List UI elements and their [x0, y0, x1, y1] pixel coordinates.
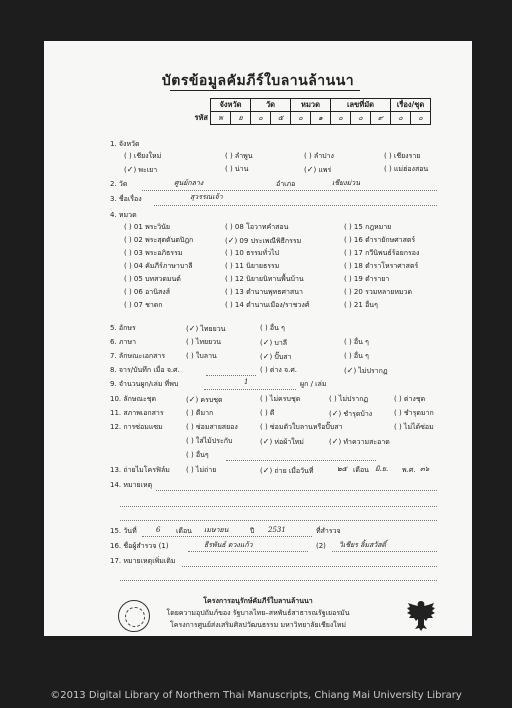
s13-label-group: [110, 466, 170, 475]
s12-label-group: [110, 423, 163, 432]
s7-opt-other: ( ) อื่น ๆ: [344, 352, 369, 360]
s6-opt-pali: (✓) บาลี: [260, 338, 288, 347]
cat-09: (✓) 09 ประเพณีพิธีกรรม: [225, 236, 302, 245]
s6-label-group: [110, 338, 136, 347]
s15-month: เมษายน: [204, 526, 229, 534]
s9-line: [204, 389, 296, 390]
s7-opt-saa: (✓) ปั๊บสา: [260, 352, 292, 361]
s14-line-1: [156, 490, 437, 491]
cat-15: ( ) 15 กฎหมาย: [344, 223, 392, 231]
cat-num: 06: [133, 288, 143, 296]
code-digit: ๐: [251, 112, 271, 125]
province-phayao-label: พะเยา: [138, 166, 158, 174]
cat-16: ( ) 16 ตำรายักษศาสตร์: [344, 236, 416, 244]
code-corner: [192, 99, 211, 112]
s13-month-label: เดือน: [353, 466, 369, 474]
code-header-category: หมวด: [291, 99, 331, 112]
s15-suffix: ที่สำรวจ: [316, 527, 341, 535]
check-mark: ✓: [306, 165, 314, 174]
s13-opt2-label: ถ่าย เมื่อวันที่: [274, 467, 314, 475]
cat-11: ( ) 11 นิยายธรรม: [225, 262, 280, 270]
s13-opt1-label: ไม่ถ่าย: [195, 466, 217, 474]
s11-opt-heavydamage: ( ) ชำรุดมาก: [394, 409, 434, 417]
s2-label: วัด: [118, 180, 128, 188]
check-mark: ✓: [262, 352, 270, 361]
cat-label: บทสวดมนต์: [145, 275, 181, 283]
s16-surveyor-2: วิเชียร ลิ้มสวัสดิ์: [339, 541, 387, 549]
cat-05: ( ) 05 บทสวดมนต์: [124, 275, 181, 283]
s15-year: 2531: [268, 526, 286, 534]
s11-opt-good: ( ) ดี: [260, 409, 275, 417]
s2-temple-value: ศูนย์กลาง: [174, 179, 204, 187]
s15-day: 6: [156, 526, 161, 534]
s4-number: 4.: [110, 211, 117, 219]
cat-label: ตำรายา: [365, 275, 390, 283]
s4-label: หมวด: [118, 211, 137, 219]
s15-month-label: เดือน: [176, 527, 192, 535]
german-eagle-icon: [404, 597, 438, 633]
s5-label-group: [110, 324, 136, 333]
check-mark: ✓: [227, 236, 235, 245]
s10-label-group: [110, 395, 156, 404]
cat-num: 02: [133, 236, 143, 244]
s5-number: 5.: [110, 324, 117, 332]
s11-opt-somedamage: (✓) ชำรุดบ้าง: [329, 409, 373, 418]
s16-line-1: [188, 551, 308, 552]
s12-opt3-label: ไม่ได้ซ่อม: [403, 423, 434, 431]
s7-opt-palmleaf: ( ) ใบลาน: [186, 352, 217, 360]
s12-label: การซ่อมแซม: [123, 423, 163, 431]
s8-opt1-label: ต่าง จ.ศ.: [269, 366, 298, 374]
s6-number: 6.: [110, 338, 117, 346]
cat-label: คัมภีร์ภาษาบาลี: [145, 262, 193, 270]
cat-num: 18: [353, 262, 363, 270]
province-phrae-label: แพร่: [318, 166, 332, 174]
s13-month: มิ.ย.: [375, 465, 389, 473]
s5-opt-thaiyuan: (✓) ไทยยวน: [186, 324, 226, 333]
code-label: รหัส: [194, 113, 208, 122]
cat-num: 05: [133, 275, 143, 283]
s8-opt-unknown: (✓) ไม่ปรากฏ: [344, 366, 388, 375]
s12-opt-string: ( ) ซ่อมสายสยอง: [186, 423, 238, 431]
province-maehongson-label: แม่ฮ่องสอน: [393, 165, 429, 173]
s13-year-label: พ.ศ.: [402, 466, 416, 474]
s2-amphoe-value: เชียงม่วน: [332, 179, 360, 187]
s11-opt2-label: ดี: [269, 409, 275, 417]
check-mark: ✓: [188, 324, 196, 333]
s7-opt3-label: อื่น ๆ: [353, 352, 369, 360]
cat-num: 07: [133, 301, 143, 309]
title-underline: [170, 90, 360, 91]
code-digit: พ: [211, 112, 231, 125]
cat-label: พระวินัย: [145, 223, 171, 231]
s11-opt1-label: ดีมาก: [195, 409, 214, 417]
s12-opt-boards: ( ) ใส่ไม้ประกับ: [186, 437, 233, 445]
s12-opt5-label: ห่อผ้าใหม่: [274, 438, 304, 446]
s6-opt-thaiyuan: ( ) ไทยยวน: [186, 338, 221, 346]
s1-label-group: [110, 140, 140, 149]
footer-line-2: โดยความอุปถัมภ์ของ รัฐบาลไทย–สหพันธ์สาธารณรัฐเยอรมัน: [166, 609, 350, 617]
university-seal-icon: [118, 600, 150, 632]
province-chiangmai-label: เชียงใหม่: [133, 152, 162, 160]
s10-opt-incomplete: ( ) ไม่ครบชุด: [260, 395, 301, 403]
s13-number: 13.: [110, 466, 122, 474]
province-phrae: (✓) แพร่: [304, 165, 332, 174]
s12-opt-clean: (✓) ทำความสะอาด: [329, 437, 390, 446]
footer-line-1: โครงการอนุรักษ์คัมภีร์ใบลานล้านนา: [203, 597, 313, 605]
s5-opt2-label: อื่น ๆ: [269, 324, 285, 332]
cat-03: ( ) 03 พระอภิธรรม: [124, 249, 183, 257]
cat-num: 21: [353, 301, 363, 309]
check-mark: ✓: [331, 437, 339, 446]
s3-number: 3.: [110, 195, 117, 203]
s7-label-group: [110, 352, 165, 361]
cat-label: ตำนานพุทธศาสนา: [246, 288, 303, 296]
s12-other-line: [226, 460, 376, 461]
code-digit: ๕: [271, 112, 291, 125]
cat-num: 19: [353, 275, 363, 283]
s8-opt-diff: ( ) ต่าง จ.ศ.: [260, 366, 298, 374]
s16-label-group: [110, 542, 169, 551]
s12-opt-cloth: (✓) ห่อผ้าใหม่: [260, 437, 304, 446]
cat-num: 13: [234, 288, 244, 296]
s10-opt-different: ( ) ต่างชุด: [394, 395, 426, 403]
s10-opt2-label: ไม่ครบชุด: [269, 395, 301, 403]
s17-line-1: [182, 566, 437, 567]
cat-07: ( ) 07 ชาดก: [124, 301, 163, 309]
s15-number: 15.: [110, 527, 122, 535]
s1-number: 1.: [110, 140, 117, 148]
province-chiangmai: ( ) เชียงใหม่: [124, 152, 162, 160]
cat-21: ( ) 21 อื่นๆ: [344, 301, 378, 309]
cat-label: พระอภิธรรม: [145, 249, 183, 257]
cat-08: ( ) 08 โอวาทคำสอน: [225, 223, 289, 231]
s3-label-group: [110, 195, 142, 204]
s10-opt1-label: ครบชุด: [200, 396, 223, 404]
s14-number: 14.: [110, 481, 122, 489]
cat-num: 08: [234, 223, 244, 231]
s12-number: 12.: [110, 423, 122, 431]
s10-number: 10.: [110, 395, 122, 403]
s11-opt-verygood: ( ) ดีมาก: [186, 409, 214, 417]
s16-surveyor-1: ธีรพันธ์ ดวงแก้ว: [204, 541, 253, 549]
s17-label: หมายเหตุเพิ่มเติม: [123, 557, 176, 565]
s13-opt-yes: (✓) ถ่าย เมื่อวันที่: [260, 466, 314, 475]
cat-label: รวมหลายหมวด: [365, 288, 413, 296]
code-digit: ๐: [291, 112, 311, 125]
code-header-province: จังหวัด: [211, 99, 251, 112]
s8-label: จาร/บันทึก เมื่อ จ.ศ.: [118, 366, 180, 374]
s11-label-group: [110, 409, 164, 418]
check-mark: ✓: [188, 395, 196, 404]
s16-line-2: [332, 551, 437, 552]
s16-number: 16.: [110, 542, 122, 550]
s15-label: วันที่: [123, 527, 137, 535]
province-maehongson: ( ) แม่ฮ่องสอน: [384, 165, 429, 173]
s14-line-2: [120, 506, 437, 507]
code-digit: ๑: [311, 112, 331, 125]
card-title: บัตรข้อมูลคัมภีร์ใบลานล้านนา: [161, 73, 355, 89]
s11-label: สภาพเอกสาร: [123, 409, 164, 417]
cat-18: ( ) 18 ตำราโหราศาสตร์: [344, 262, 419, 270]
code-digit: ๐: [351, 112, 371, 125]
s12-opt2-label: ซ่อมตัวใบลานหรือปั๊บสา: [269, 423, 343, 431]
cat-label: พระสุตตันตปิฎก: [145, 236, 194, 244]
s16-label-2: (2): [316, 542, 326, 550]
cat-label: นิยายนิทานพื้นบ้าน: [246, 275, 304, 283]
cat-num: 04: [133, 262, 143, 270]
check-mark: ✓: [346, 366, 354, 375]
s14-label-group: [110, 481, 152, 490]
s2-number: 2.: [110, 180, 117, 188]
s1-label: จังหวัด: [118, 140, 140, 148]
s17-line-2: [120, 580, 437, 581]
cat-num: 10: [234, 249, 244, 257]
s11-opt3-label: ชำรุดบ้าง: [343, 410, 373, 418]
s9-unit: ผูก / เล่ม: [300, 380, 327, 388]
cat-label: กฎหมาย: [365, 223, 392, 231]
code-digit: ๐: [391, 112, 411, 125]
cat-num: 20: [353, 288, 363, 296]
s5-opt1-label: ไทยยวน: [200, 325, 226, 333]
cat-num: 12: [234, 275, 244, 283]
check-mark: ✓: [331, 409, 339, 418]
cat-label: นิยายธรรม: [246, 262, 280, 270]
copyright-notice: ©2013 Digital Library of Northern Thai Manuscripts, Chiang Mai University Library: [50, 690, 462, 701]
cat-label: ประเพณีพิธีกรรม: [250, 237, 302, 245]
check-mark: ✓: [262, 338, 270, 347]
province-chiangrai: ( ) เชียงราย: [384, 152, 421, 160]
cat-num: 11: [234, 262, 244, 270]
cat-10: ( ) 10 ธรรมทั่วไป: [225, 249, 279, 257]
cat-14: ( ) 14 ตำนานเมือง/ราชวงศ์: [225, 301, 310, 309]
province-nan-label: น่าน: [234, 165, 249, 173]
s6-opt2-label: บาลี: [274, 339, 288, 347]
cat-num: 16: [353, 236, 363, 244]
cat-06: ( ) 06 อานิสงส์: [124, 288, 170, 296]
province-lamphun-label: ลำพูน: [234, 152, 253, 160]
s9-count-value: 1: [244, 378, 249, 386]
cat-label: ตำรายักษศาสตร์: [365, 236, 416, 244]
s9-label: จำนวนผูก/เล่ม ที่พบ: [118, 380, 179, 388]
seal-ring: [125, 607, 145, 627]
s14-label: หมายเหตุ: [123, 481, 153, 489]
province-nan: ( ) น่าน: [225, 165, 249, 173]
cat-label: ชาดก: [145, 301, 163, 309]
s12-opt-leaf: ( ) ซ่อมตัวใบลานหรือปั๊บสา: [260, 423, 343, 431]
cat-label: ตำนานเมือง/ราชวงศ์: [246, 301, 310, 309]
cat-label: โอวาทคำสอน: [246, 223, 289, 231]
s9-label-group: [110, 380, 178, 389]
check-mark: ✓: [262, 437, 270, 446]
s13-opt-no: ( ) ไม่ถ่าย: [186, 466, 217, 474]
cat-01: ( ) 01 พระวินัย: [124, 223, 171, 231]
s14-line-3: [120, 520, 437, 521]
s17-number: 17.: [110, 557, 122, 565]
check-mark: ✓: [262, 466, 270, 475]
s2-line: [142, 190, 437, 191]
code-header-temple: วัด: [251, 99, 291, 112]
s10-opt3-label: ไม่ปรากฏ: [338, 395, 369, 403]
s15-line: [142, 536, 312, 537]
code-digit: ย: [231, 112, 251, 125]
footer-line-3: โครงการศูนย์ส่งเสริมศิลปวัฒนธรรม มหาวิทยาลัยเชียงใหม่: [170, 621, 346, 629]
s12-opt6-label: ทำความสะอาด: [343, 438, 390, 446]
s12-opt-none: ( ) ไม่ได้ซ่อม: [394, 423, 434, 431]
s11-opt4-label: ชำรุดมาก: [403, 409, 434, 417]
cat-num: 15: [353, 223, 363, 231]
s12-opt-other: ( ) อื่นๆ: [186, 451, 209, 459]
code-header-story: เรื่อง/ชุด: [391, 99, 431, 112]
s8-line: [206, 375, 256, 376]
s3-label: ชื่อเรื่อง: [118, 195, 142, 203]
cat-num: 17: [353, 249, 363, 257]
s10-opt-complete: (✓) ครบชุด: [186, 395, 223, 404]
s12-opt7-label: อื่นๆ: [195, 451, 209, 459]
cat-02: ( ) 02 พระสุตตันตปิฎก: [124, 236, 194, 244]
cat-label: ธรรมทั่วไป: [246, 249, 279, 257]
cat-13: ( ) 13 ตำนานพุทธศาสนา: [225, 288, 303, 296]
s6-opt-other: ( ) อื่น ๆ: [344, 338, 369, 346]
s8-number: 8.: [110, 366, 117, 374]
s11-number: 11.: [110, 409, 122, 417]
code-digit: ๐: [331, 112, 351, 125]
s6-opt3-label: อื่น ๆ: [353, 338, 369, 346]
cat-label: อื่นๆ: [365, 301, 378, 309]
s12-opt1-label: ซ่อมสายสยอง: [195, 423, 238, 431]
province-lampang-label: ลำปาง: [313, 152, 334, 160]
province-lamphun: ( ) ลำพูน: [225, 152, 253, 160]
manuscript-card: [44, 41, 472, 636]
code-header-bundle: เลขที่มัด: [331, 99, 391, 112]
s17-label-group: [110, 557, 175, 566]
s13-year: ๓๖: [420, 465, 430, 473]
check-mark: ✓: [126, 165, 134, 174]
cat-num: 03: [133, 249, 143, 257]
s7-label: ลักษณะเอกสาร: [118, 352, 166, 360]
s13-day: ๒๕: [337, 465, 347, 473]
s8-label-group: [110, 366, 180, 375]
cat-num: 14: [234, 301, 244, 309]
code-digit: ๐: [411, 112, 431, 125]
s16-label: ชื่อผู้สำรวจ (1): [123, 542, 169, 550]
province-phayao: (✓) พะเยา: [124, 165, 158, 174]
cat-label: กวีนิพนธ์ร้อยกรอง: [365, 249, 420, 257]
s13-label: ถ่ายไมโครฟิล์ม: [123, 466, 170, 474]
cat-label: อานิสงส์: [145, 288, 170, 296]
code-digit: ๙: [371, 112, 391, 125]
s2-amphoe-label: อำเภอ: [276, 180, 296, 188]
cat-20: ( ) 20 รวมหลายหมวด: [344, 288, 413, 296]
s10-opt4-label: ต่างชุด: [403, 395, 426, 403]
s8-opt2-label: ไม่ปรากฏ: [358, 367, 388, 375]
cat-num: 01: [133, 223, 143, 231]
s6-opt1-label: ไทยยวน: [195, 338, 221, 346]
s5-opt-other: ( ) อื่น ๆ: [260, 324, 285, 332]
s10-opt-unknown: ( ) ไม่ปรากฏ: [329, 395, 369, 403]
s15-label-group: [110, 527, 137, 536]
s3-title-value: สุวรรณเจ้า: [190, 193, 223, 201]
cat-label: ตำราโหราศาสตร์: [365, 262, 419, 270]
s9-number: 9.: [110, 380, 117, 388]
cat-num: 09: [239, 237, 249, 245]
s7-number: 7.: [110, 352, 117, 360]
s7-opt2-label: ปั๊บสา: [274, 353, 292, 361]
province-chiangrai-label: เชียงราย: [393, 152, 421, 160]
s10-label: ลักษณะชุด: [123, 395, 157, 403]
s4-label-group: [110, 211, 137, 220]
s15-year-label: ปี: [250, 527, 255, 535]
cat-12: ( ) 12 นิยายนิทานพื้นบ้าน: [225, 275, 304, 283]
province-lampang: ( ) ลำปาง: [304, 152, 334, 160]
cat-04: ( ) 04 คัมภีร์ภาษาบาลี: [124, 262, 193, 270]
s7-opt1-label: ใบลาน: [195, 352, 217, 360]
s2-label-group: [110, 180, 127, 189]
s6-label: ภาษา: [118, 338, 137, 346]
s5-label: อักษร: [118, 324, 136, 332]
s3-line: [154, 205, 437, 206]
cat-19: ( ) 19 ตำรายา: [344, 275, 390, 283]
s12-opt4-label: ใส่ไม้ประกับ: [195, 437, 233, 445]
code-table: [192, 98, 431, 125]
cat-17: ( ) 17 กวีนิพนธ์ร้อยกรอง: [344, 249, 420, 257]
